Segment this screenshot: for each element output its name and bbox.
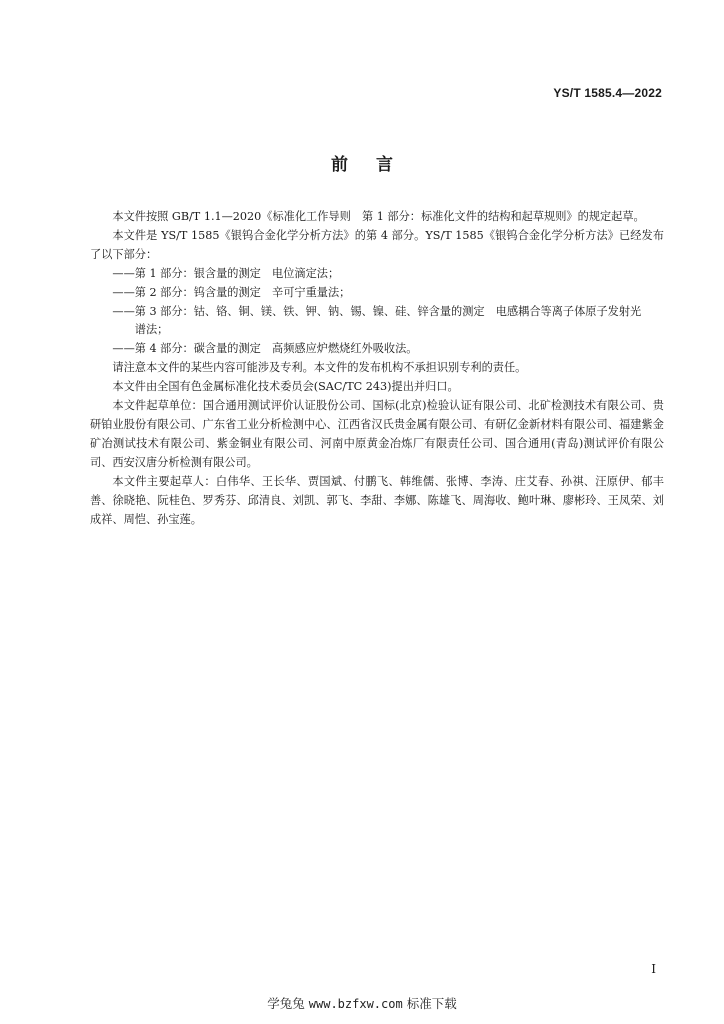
paragraph-series-intro: 本文件是 YS/T 1585《银钨合金化学分析方法》的第 4 部分。YS/T 1585《银钨合金化学分析方法》已经发布了以下部分： [90,228,664,261]
list-item-part-4: ——第 4 部分：碳含量的测定 高频感应炉燃烧红外吸收法。 [112,342,418,356]
preface-body [90,208,664,529]
paragraph-drafting-rule: 本文件按照 GB/T 1.1—2020《标准化工作导则 第 1 部分：标准化文件的结构和起草规则》的规定起草。 [112,210,645,223]
paragraph-drafters: 本文件主要起草人：白伟华、王长华、贾国斌、付鹏飞、韩维儒、张博、李涛、庄艾春、孙祺、汪原伊、郁丰善、徐晓艳、阮桂色、罗秀芬、邱清良、刘凯、郭飞、李甜、李娜、陈雄飞、周海收、鲍叶琳、廖彬玲、王凤荣、刘成祥、周恺、孙宝莲。 [90,474,664,526]
footer-url-link[interactable]: www.bzfxw.com [308,997,403,1011]
paragraph-committee: 本文件由全国有色金属标准化技术委员会(SAC/TC 243)提出并归口。 [112,380,459,394]
footer-site-name: 学兔兔 [267,996,305,1011]
paragraph-patent-notice: 请注意本文件的某些内容可能涉及专利。本文件的发布机构不承担识别专利的责任。 [112,361,527,375]
list-item-part-1: ——第 1 部分：银含量的测定 电位滴定法； [112,266,340,280]
list-item-part-3-line1: ——第 3 部分：钴、铬、铜、镁、铁、钾、钠、锡、镍、硅、锌含量的测定 电感耦合等离子体原子发射光 [112,304,642,318]
page-title: 前言 [331,155,421,175]
list-item-part-3-line2: 谱法； [134,323,169,337]
list-item-part-2: ——第 2 部分：钨含量的测定 辛可宁重量法； [112,285,351,299]
paragraph-drafting-units: 本文件起草单位：国合通用测试评价认证股份公司、国标(北京)检验认证有限公司、北矿检测技术有限公司、贵研铂业股份有限公司、广东省工业分析检测中心、江西省汉氏贵金属有限公司、有研亿金新材料有限公司、福建紫金矿冶测试技术有限公司、紫金铜业有限公司、河南中原黄金冶炼厂有限责任公司、国合通用(青岛)测试评价有限公司、西安汉唐分析检测有限公司。 [90,399,664,469]
page-number: I [651,962,656,976]
standard-number: YS/T 1585.4—2022 [553,86,662,100]
list-item-part-3 [90,303,664,341]
footer-slogan: 标准下载 [406,996,457,1011]
footer-watermark [0,994,724,1012]
